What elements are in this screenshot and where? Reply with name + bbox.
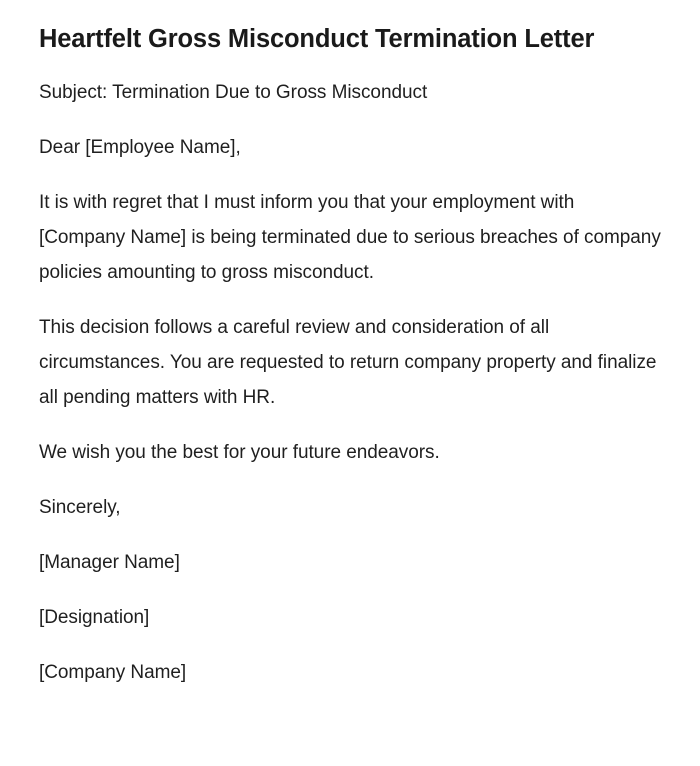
paragraph-spacer bbox=[39, 470, 663, 490]
body-paragraph-2: This decision follows a careful review and consideration of all circumstances. You are requested to return company property and finalize all pending matters with HR. bbox=[39, 317, 657, 408]
closing-salutation: Sincerely, bbox=[39, 497, 121, 518]
paragraph-spacer bbox=[39, 110, 663, 130]
paragraph-spacer bbox=[39, 525, 663, 545]
salutation: Dear [Employee Name], bbox=[39, 137, 241, 158]
paragraph-spacer bbox=[39, 165, 663, 185]
signature-company-name: [Company Name] bbox=[39, 662, 187, 683]
subject-line: Subject: Termination Due to Gross Misconduct bbox=[39, 82, 428, 103]
paragraph-spacer bbox=[39, 635, 663, 655]
body-paragraph-3: We wish you the best for your future endeavors. bbox=[39, 442, 440, 463]
paragraph-spacer bbox=[39, 415, 663, 435]
paragraph-spacer bbox=[39, 580, 663, 600]
page-title: Heartfelt Gross Misconduct Termination Letter bbox=[39, 25, 595, 53]
signature-designation: [Designation] bbox=[39, 607, 150, 628]
letter-body bbox=[39, 75, 663, 690]
paragraph-spacer bbox=[39, 290, 663, 310]
body-paragraph-1: It is with regret that I must inform you that your employment with [Company Name] is being terminated due to serious breaches of company policies amounting to gross misconduct. bbox=[39, 192, 661, 283]
signature-manager-name: [Manager Name] bbox=[39, 552, 180, 573]
title-spacer bbox=[39, 56, 663, 75]
